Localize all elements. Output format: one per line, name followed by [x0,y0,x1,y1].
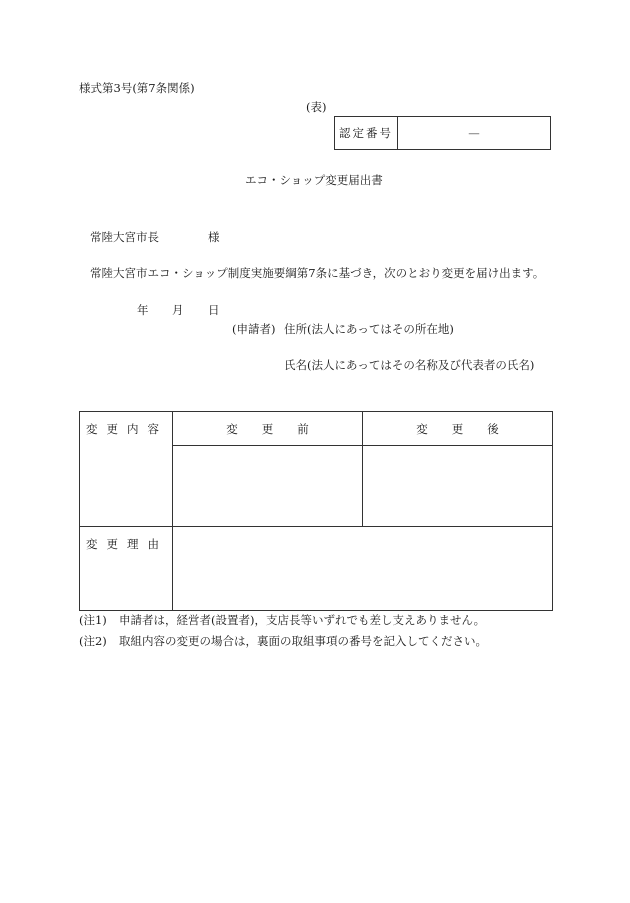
before-content-cell[interactable] [173,446,363,527]
addressee: 常陸大宮市長 [90,230,159,244]
note-2-text: 取組内容の変更の場合は，裏面の取組事項の番号を記入してください。 [119,634,487,648]
after-header [363,412,553,446]
change-reason-cell[interactable] [173,527,553,611]
applicant-label: (申請者) [232,322,276,336]
form-number: 様式第3号(第7条関係) [79,81,195,95]
after-content-cell[interactable] [363,446,553,527]
change-content-label [80,412,173,527]
change-table [79,411,553,611]
note-1-text: 申請者は，経営者(設置者)，支店長等いずれでも差し支えありません。 [119,613,486,627]
note-1-key: (注1) [79,613,107,627]
cert-label: 認定番号 [335,117,398,149]
change-content-label-text: 変更内容 [86,422,168,436]
certification-number-box [334,116,551,150]
cert-value: — [468,126,480,140]
before-header [173,412,363,446]
note-2 [79,631,487,652]
document-title: エコ・ショップ変更届出書 [245,173,383,187]
note-2-key: (注2) [79,634,107,648]
note-1 [79,610,487,631]
date-month: 月 [172,303,184,317]
side-label: (表) [306,100,327,114]
date-year: 年 [137,303,149,317]
change-reason-label [80,527,173,611]
name-label: 氏名(法人にあってはその名称及び代表者の氏名) [284,358,535,372]
notes [79,610,487,652]
after-header-text: 変更後 [416,421,523,436]
before-header-text: 変更前 [226,421,333,436]
change-reason-label-text: 変更理由 [86,537,168,551]
date-day: 日 [208,303,220,317]
address-label: 住所(法人にあってはその所在地) [284,322,454,336]
honorific: 様 [208,230,220,244]
statement: 常陸大宮市エコ・ショップ制度実施要綱第7条に基づき，次のとおり変更を届け出ます。 [90,266,545,280]
